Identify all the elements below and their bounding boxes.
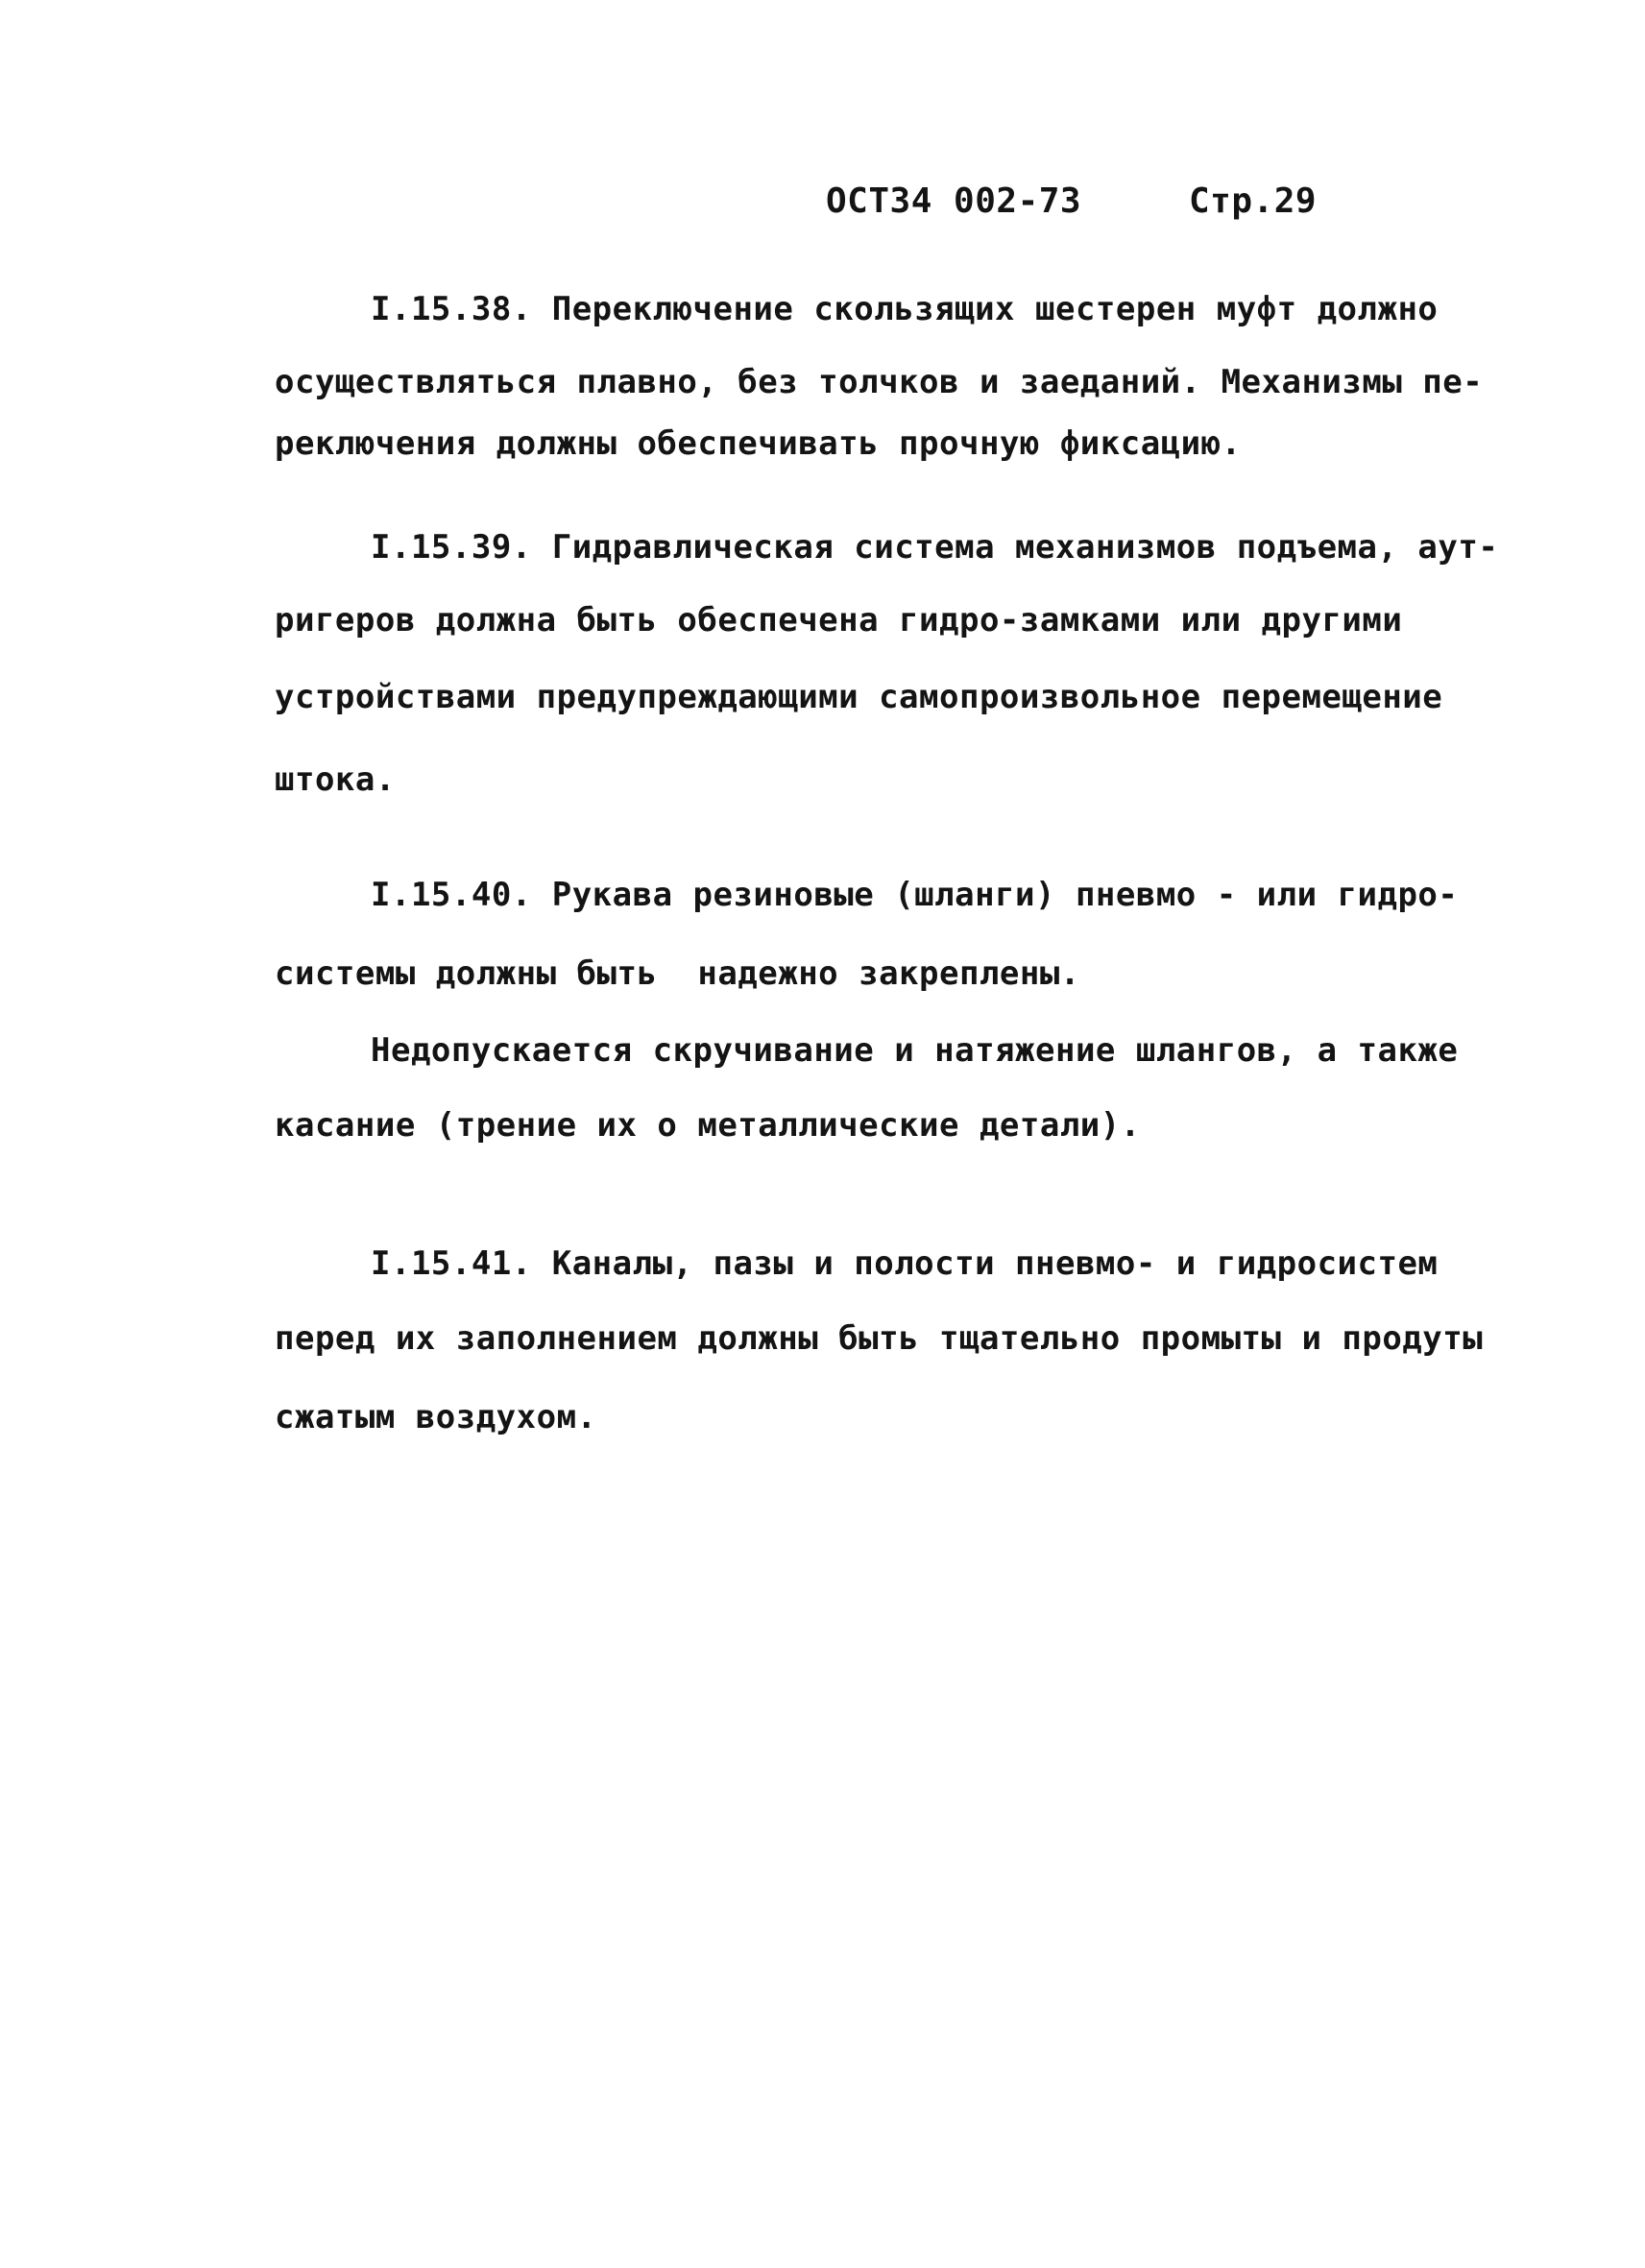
clause-line: устройствами предупреждающими самопроизвольное перемещение bbox=[275, 678, 1443, 716]
clause-line: сжатым воздухом. bbox=[275, 1398, 597, 1436]
clause-line: I.15.41. Каналы, пазы и полости пневмо- и гидросистем bbox=[371, 1244, 1439, 1283]
document-code: ОСТ34 002-73 bbox=[826, 181, 1082, 221]
clause-line: касание (трение их о металлические детали). bbox=[275, 1106, 1141, 1145]
clause-line: ригеров должна быть обеспечена гидро-замками или другими bbox=[275, 601, 1403, 639]
clause-line: реключения должны обеспечивать прочную фиксацию. bbox=[275, 424, 1242, 463]
clause-line: перед их заполнением должны быть тщательно промыты и продуты bbox=[275, 1319, 1484, 1358]
clause-line: штока. bbox=[275, 760, 396, 799]
clause-line: Недопускается скручивание и натяжение шлангов, а также bbox=[371, 1031, 1459, 1070]
clause-line: системы должны быть надежно закреплены. bbox=[275, 954, 1080, 993]
clause-line: осуществляться плавно, без толчков и заеданий. Механизмы пе- bbox=[275, 363, 1484, 401]
clause-line: I.15.38. Переключение скользящих шестерен муфт должно bbox=[371, 290, 1439, 328]
page-number: Стр.29 bbox=[1189, 181, 1318, 221]
clause-line: I.15.40. Рукава резиновые (шланги) пневмо - или гидро- bbox=[371, 876, 1459, 914]
clause-line: I.15.39. Гидравлическая система механизмов подъема, аут- bbox=[371, 528, 1499, 567]
